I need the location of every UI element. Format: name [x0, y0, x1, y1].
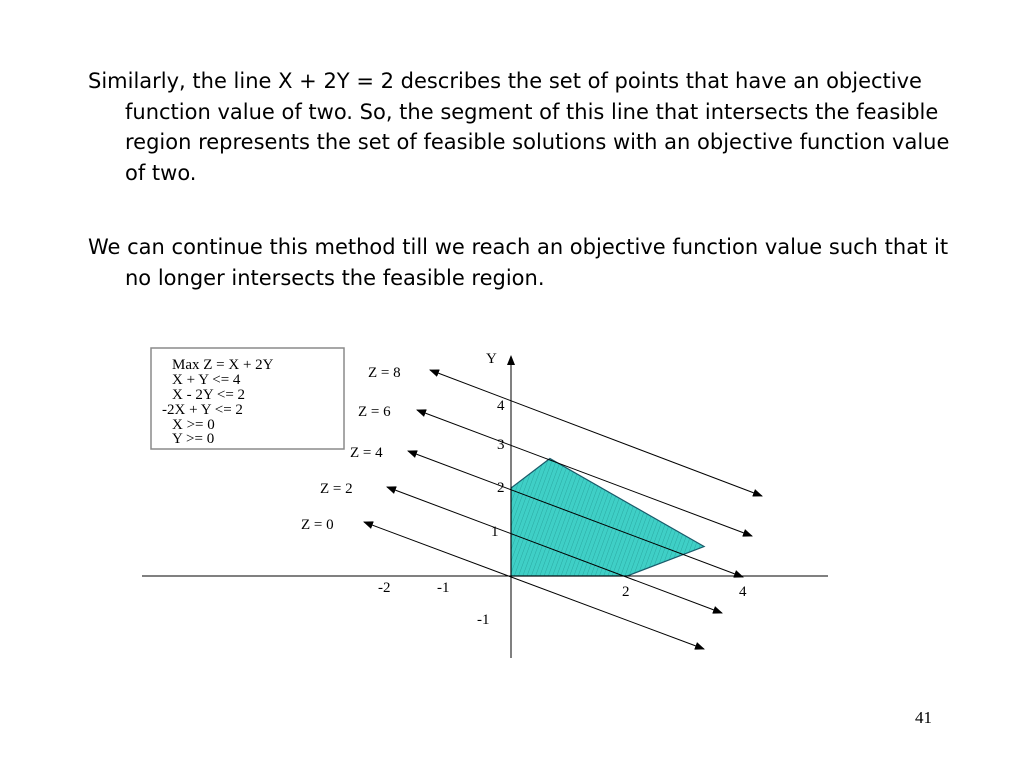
- y-tick-label: 3: [497, 437, 505, 453]
- x-tick-label: -1: [437, 580, 450, 596]
- y-axis-label: Y: [486, 351, 497, 367]
- feasible-region: [511, 459, 704, 577]
- constraint-5-text: Y >= 0: [172, 431, 215, 447]
- iso-label-z6: Z = 6: [358, 404, 391, 420]
- slide-number: 41: [915, 708, 932, 727]
- x-tick-label: -2: [378, 580, 391, 596]
- iso-label-z8: Z = 8: [368, 365, 401, 381]
- y-tick-label: 2: [497, 480, 505, 496]
- paragraph-continue: We can continue this method till we reach an objective function value such that it no longer intersects the feasible region.: [88, 235, 949, 290]
- constraint-2-text: X - 2Y <= 2: [172, 387, 246, 403]
- y-tick-label: 1: [491, 524, 499, 540]
- paragraph-similarly: Similarly, the line X + 2Y = 2 describes the set of points that have an objective function value of two. So, the segment of this line that intersects the feasible region represents the set of feasible solutions with an objective function value of two.: [88, 69, 950, 185]
- constraint-3-text: -2X + Y <= 2: [162, 402, 243, 418]
- iso-label-z2: Z = 2: [320, 481, 353, 497]
- constraint-1-text: X + Y <= 4: [172, 372, 241, 388]
- x-tick-label: 2: [622, 584, 630, 600]
- iso-label-z0: Z = 0: [301, 517, 334, 533]
- constraint-4-text: X >= 0: [172, 417, 215, 433]
- y-tick-label: 4: [497, 398, 505, 414]
- objective-text: Max Z = X + 2Y: [172, 357, 274, 373]
- iso-label-z4: Z = 4: [350, 445, 383, 461]
- x-tick-label: 4: [739, 584, 747, 600]
- y-tick-label: -1: [477, 612, 490, 628]
